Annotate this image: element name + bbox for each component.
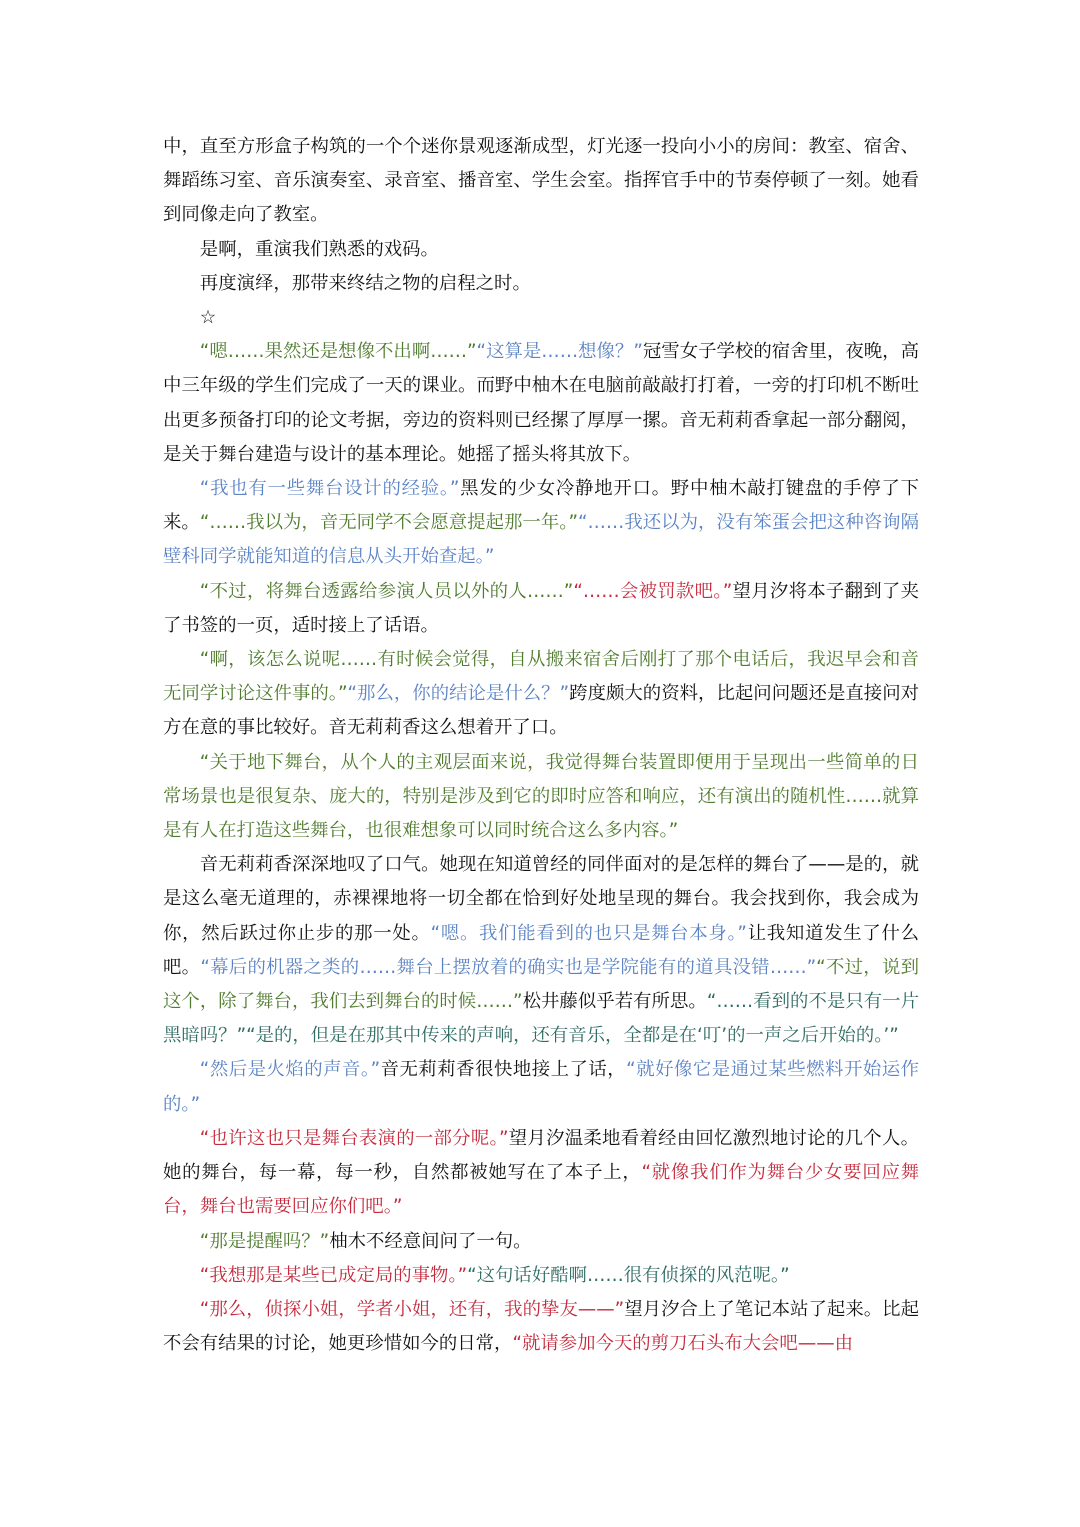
dialogue-text: “嗯。我们能看到的也只是舞台本身。”	[430, 922, 747, 944]
paragraph	[163, 1122, 919, 1225]
dialogue-text: “那是提醒吗？”	[199, 1230, 330, 1252]
paragraph	[163, 130, 919, 233]
paragraph	[163, 335, 919, 472]
dialogue-text: “这算是……想像？”	[476, 341, 643, 363]
dialogue-text: “就请参加今天的剪刀石头布大会吧——由	[512, 1333, 853, 1355]
dialogue-text: “也许这也只是舞台表演的一部分呢。”	[199, 1127, 509, 1149]
dialogue-text: “那么，侦探小姐，学者小姐，还有，我的挚友——”	[199, 1298, 625, 1320]
dialogue-text: “那么，你的结论是什么？”	[347, 683, 570, 705]
dialogue-text: “……我还以为，没有笨蛋会把这种咨询隔壁科同学就能知道的信息从头开始查起。”	[163, 512, 919, 568]
paragraph	[163, 848, 919, 1053]
narration-text: 音无莉莉香很快地接上了话，	[380, 1059, 627, 1081]
dialogue-text: “是的，但是在那其中传来的声响，还有音乐，全都是在‘叮’的一声之后开始的。’”	[246, 1025, 899, 1047]
dialogue-text: “就好像它是通过某些燃料开始运作的。”	[163, 1059, 919, 1115]
paragraph	[163, 1053, 919, 1121]
narration-text: 望月汐合上了笔记本站了起来。比起不会有结果的讨论，她更珍惜如今的日常，	[163, 1298, 919, 1355]
narration-text: 让我知道发生了什么吧。	[163, 922, 919, 978]
paragraph	[163, 267, 919, 301]
paragraph	[163, 746, 919, 849]
dialogue-text: “……看到的不是只有一片黑暗吗？”	[163, 991, 919, 1047]
dialogue-text: “啊，该怎么说呢……有时候会觉得，自从搬来宿舍后刚打了那个电话后，我迟早会和音无同学讨论这件事的。”	[163, 649, 919, 705]
document-body	[163, 130, 919, 1361]
dialogue-text: “我也有一些舞台设计的经验。”	[199, 478, 460, 500]
dialogue-text: “幕后的机器之类的……舞台上摆放着的确实也是学院能有的道具没错……”	[200, 956, 817, 978]
narration-text: 再度演绎，那带来终结之物的启程之时。	[199, 272, 531, 294]
paragraph	[163, 233, 919, 267]
paragraph	[163, 643, 919, 746]
dialogue-text: “不过，说到这个，除了舞台，我们去到舞台的时候……”	[163, 956, 919, 1013]
narration-text: 望月汐将本子翻到了夹了书签的一页，适时接上了话语。	[163, 580, 919, 636]
dialogue-text: “不过，将舞台透露给参演人员以外的人……”	[199, 580, 574, 602]
dialogue-text: “然后是火焰的声音。”	[199, 1059, 381, 1081]
paragraph	[163, 1293, 919, 1361]
dialogue-text: “就像我们作为舞台少女要回应舞台，舞台也需要回应你们吧。”	[163, 1162, 919, 1218]
narration-text: ☆	[199, 307, 217, 329]
narration-text: 黑发的少女冷静地开口。野中柚木敲打键盘的手停了下来。	[163, 478, 919, 534]
narration-text: 望月汐温柔地看着经由回忆激烈地讨论的几个人。她的舞台，每一幕，每一秒，自然都被她写在了本子上，	[163, 1127, 919, 1184]
narration-text: 跨度颇大的资料，比起问问题还是直接问对方在意的事比较好。音无莉莉香这么想着开了口。	[163, 683, 919, 739]
narration-text: 是啊，重演我们熟悉的戏码。	[199, 238, 439, 260]
paragraph	[163, 301, 919, 335]
dialogue-text: “……我以为，音无同学不会愿意提起那一年。”	[199, 512, 579, 534]
narration-text: 柚木不经意间问了一句。	[329, 1230, 532, 1252]
dialogue-text: “……会被罚款吧。”	[573, 580, 733, 602]
narration-text: 松井藤似乎若有所思。	[522, 991, 707, 1013]
paragraph	[163, 472, 919, 575]
paragraph	[163, 1225, 919, 1259]
narration-text: 中，直至方形盒子构筑的一个个迷你景观逐渐成型，灯光逐一投向小小的房间：教室、宿舍、舞蹈练习室、音乐演奏室、录音室、播音室、学生会室。指挥官手中的节奏停顿了一刻。她看到同像走向了教室。	[163, 136, 919, 226]
dialogue-text: “关于地下舞台，从个人的主观层面来说，我觉得舞台装置即便用于呈现出一些简单的日常场景也是很复杂、庞大的，特别是涉及到它的即时应答和响应，还有演出的随机性……就算是有人在打造这些舞台，也很难想象可以同时统合这么多内容。”	[163, 751, 919, 842]
paragraph	[163, 1259, 919, 1293]
narration-text: 冠雪女子学校的宿舍里，夜晚，高中三年级的学生们完成了一天的课业。而野中柚木在电脑前敲敲打打着，一旁的打印机不断吐出更多预备打印的论文考据，旁边的资料则已经摞了厚厚一摞。音无莉莉香拿起一部分翻阅，是关于舞台建造与设计的基本理论。她摇了摇头将其放下。	[163, 341, 919, 465]
paragraph	[163, 575, 919, 643]
narration-text: 音无莉莉香深深地叹了口气。她现在知道曾经的同伴面对的是怎样的舞台了——是的，就是这么毫无道理的，赤裸裸地将一切全都在恰到好处地呈现的舞台。我会找到你，我会成为你，然后跃过你止步的那一处。	[163, 854, 919, 944]
dialogue-text: “这句话好酷啊……很有侦探的风范呢。”	[467, 1264, 790, 1286]
dialogue-text: “我想那是某些已成定局的事物。”	[199, 1264, 468, 1286]
dialogue-text: “嗯……果然还是想像不出啊……”	[199, 341, 477, 363]
